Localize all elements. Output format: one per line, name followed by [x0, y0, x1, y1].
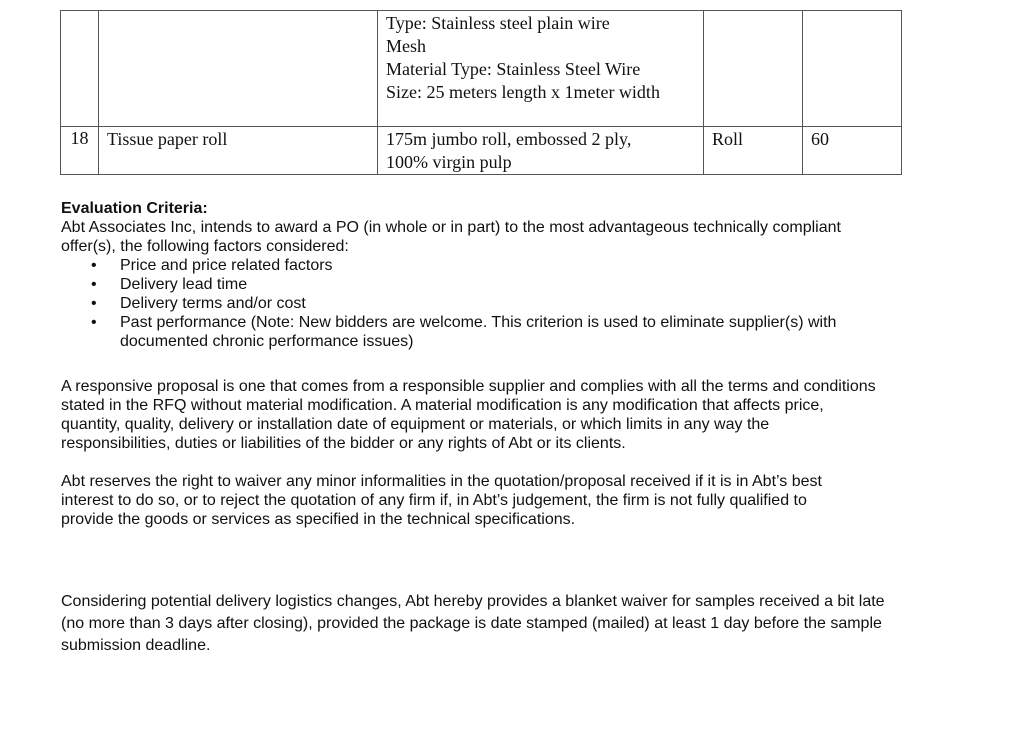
paragraph-line: interest to do so, or to reject the quotation of any firm if, in Abt’s judgement, the firm is not fully qualified to — [61, 492, 807, 509]
spec-line: Size: 25 meters length x 1meter width — [386, 82, 660, 102]
spec-line: 175m jumbo roll, embossed 2 ply, — [386, 129, 632, 149]
item-unit-cell: Roll — [704, 127, 803, 175]
evaluation-intro-line: Abt Associates Inc, intends to award a PO (in whole or in part) to the most advantageous technically compliant — [61, 219, 841, 236]
item-number-cell: 18 — [61, 127, 99, 175]
bullet-icon: • — [91, 314, 97, 331]
bullet-icon: • — [91, 257, 97, 274]
item-qty-cell: 60 — [803, 127, 902, 175]
criteria-text: Delivery lead time — [120, 276, 248, 293]
paragraph-line: submission deadline. — [61, 637, 211, 654]
item-number-cell — [61, 11, 99, 127]
criteria-text: documented chronic performance issues) — [120, 333, 414, 350]
criteria-item — [61, 275, 961, 294]
criteria-list — [61, 256, 961, 351]
item-spec-cell — [378, 127, 704, 175]
criteria-item — [61, 256, 961, 275]
evaluation-heading: Evaluation Criteria: — [61, 200, 208, 217]
paragraph-line: Abt reserves the right to waiver any minor informalities in the quotation/proposal received if it is in Abt’s best — [61, 473, 822, 490]
criteria-item — [61, 294, 961, 313]
criteria-item — [61, 313, 961, 351]
criteria-text: Past performance (Note: New bidders are welcome. This criterion is used to eliminate supplier(s) with — [120, 314, 837, 331]
item-spec-cell — [378, 11, 704, 127]
waiver-paragraph — [61, 472, 961, 529]
items-table — [60, 10, 902, 175]
evaluation-intro-line: offer(s), the following factors considered: — [61, 238, 349, 255]
spec-line: 100% virgin pulp — [386, 152, 512, 172]
evaluation-section — [61, 199, 961, 351]
paragraph-line: A responsive proposal is one that comes from a responsible supplier and complies with all the terms and conditions — [61, 378, 876, 395]
item-qty-cell — [803, 11, 902, 127]
paragraph-line: stated in the RFQ without material modification. A material modification is any modification that affects price, — [61, 397, 824, 414]
paragraph-line: provide the goods or services as specified in the technical specifications. — [61, 511, 576, 528]
bullet-icon: • — [91, 276, 97, 293]
item-unit-cell — [704, 11, 803, 127]
item-name-cell — [99, 11, 378, 127]
paragraph-line: Considering potential delivery logistics changes, Abt hereby provides a blanket waiver for samples received a bit late — [61, 593, 885, 610]
spec-line: Type: Stainless steel plain wire — [386, 13, 610, 33]
bullet-icon: • — [91, 295, 97, 312]
criteria-text: Price and price related factors — [120, 257, 333, 274]
spec-line: Material Type: Stainless Steel Wire — [386, 59, 641, 79]
table-row — [61, 127, 902, 175]
spec-line: Mesh — [386, 36, 426, 56]
logistics-paragraph — [61, 591, 961, 657]
item-name-cell: Tissue paper roll — [99, 127, 378, 175]
paragraph-line: (no more than 3 days after closing), provided the package is date stamped (mailed) at least 1 day before the sample — [61, 615, 882, 632]
responsive-proposal-paragraph — [61, 377, 961, 453]
criteria-text: Delivery terms and/or cost — [120, 295, 306, 312]
table-row — [61, 11, 902, 127]
paragraph-line: quantity, quality, delivery or installation date of equipment or materials, or which limits in any way the — [61, 416, 770, 433]
paragraph-line: responsibilities, duties or liabilities of the bidder or any rights of Abt or its clients. — [61, 435, 626, 452]
